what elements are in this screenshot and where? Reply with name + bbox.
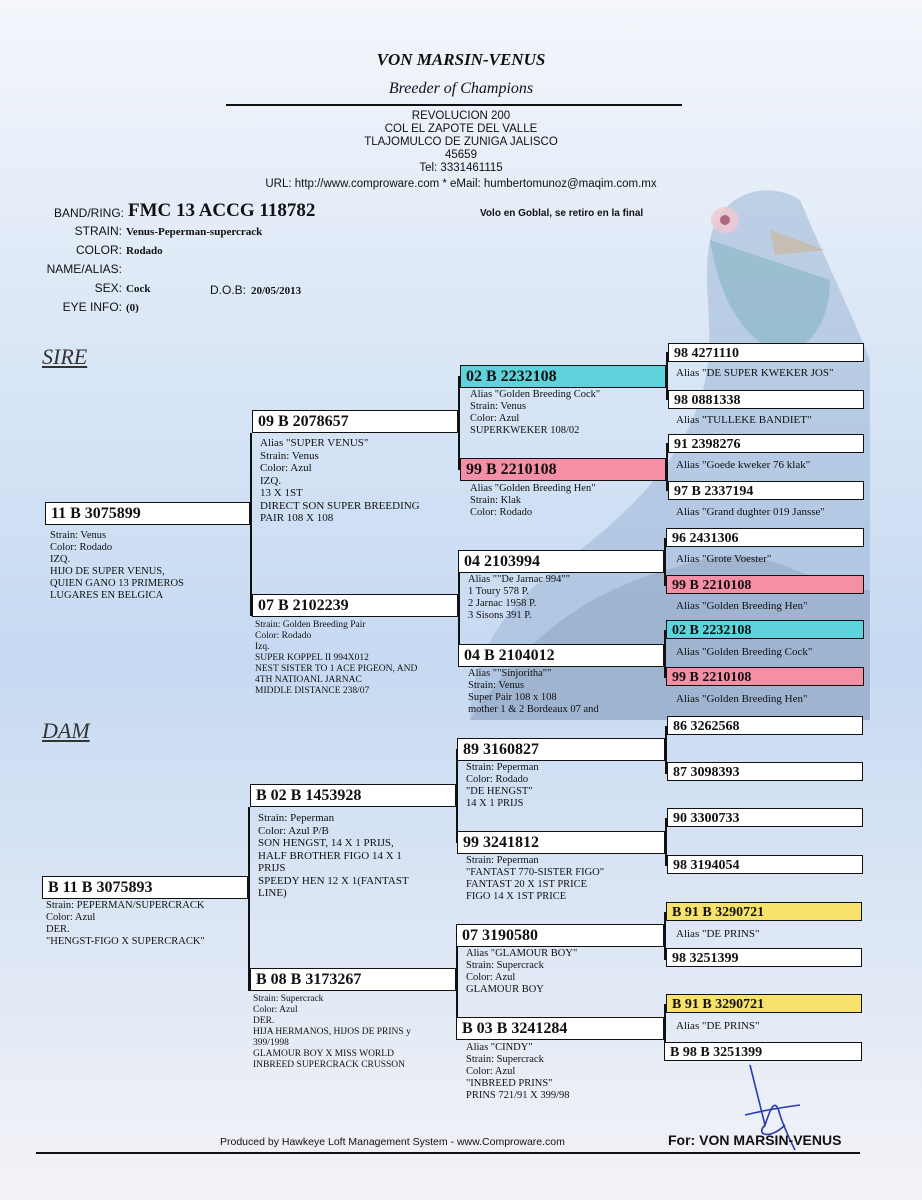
g4-alias: Alias "DE PRINS" [676, 928, 760, 940]
color-label: COLOR: [75, 243, 122, 257]
g2-box: B 02 B 1453928 [250, 784, 456, 807]
contact-line: URL: http://www.comproware.com * eMail: humbertomunoz@maqim.com.mx [265, 178, 657, 190]
sire-notes: Strain: Venus Color: Rodado IZQ. HIJO DE SUPER VENUS, QUIEN GANO 13 PRIMEROS LUGARES EN BELGICA [50, 530, 184, 601]
g4-alias: Alias "Grand dughter 019 Jansse" [676, 506, 825, 518]
g4-alias: Alias "DE SUPER KWEKER JOS" [676, 367, 834, 379]
dam-band-box: B 11 B 3075893 [42, 876, 248, 899]
g4-alias: Alias "Grote Voester" [676, 553, 772, 565]
g4-box: 98 3251399 [666, 948, 862, 967]
address-line: COL EL ZAPOTE DEL VALLE [384, 123, 538, 135]
g3-notes: Strain: Peperman "FANTAST 770-SISTER FIGO" FANTAST 20 X 1ST PRICE FIGO 14 X 1ST PRICE [466, 855, 605, 902]
g2-box: B 08 B 3173267 [250, 968, 456, 991]
dob-value: 20/05/2013 [251, 285, 302, 297]
dam-label: DAM [42, 718, 90, 743]
g3-box: 04 2103994 [458, 550, 664, 573]
band-number: FMC 13 ACCG 118782 [128, 200, 316, 221]
address-line: REVOLUCION 200 [411, 110, 511, 122]
g2-notes: Strain: Golden Breeding Pair Color: Rodado Izq. SUPER KOPPEL II 994X012 NEST SISTER TO 1 ACE PIGEON, AND 4TH NATIOANL JARNAC MIDDLE DISTANCE 238/07 [255, 620, 418, 696]
eye-info-label: EYE INFO: [62, 300, 122, 314]
g4-box: 97 B 2337194 [668, 481, 864, 500]
sex-value: Cock [126, 283, 151, 295]
g4-alias: Alias "DE PRINS" [676, 1020, 760, 1032]
g4-alias: Alias "TULLEKE BANDIET" [676, 414, 812, 426]
g4-box: B 91 B 3290721 [666, 902, 862, 921]
g3-box: 07 3190580 [456, 924, 664, 947]
sire-label: SIRE [42, 344, 88, 369]
dam-connector [248, 807, 250, 991]
g3-notes: Alias "GLAMOUR BOY" Strain: Supercrack Color: Azul GLAMOUR BOY [466, 948, 578, 995]
g3-notes: Alias "Golden Breeding Hen" Strain: Klak Color: Rodado [470, 483, 596, 518]
g3-box: B 03 B 3241284 [456, 1017, 664, 1040]
dam-notes: Strain: PEPERMAN/SUPERCRACK Color: Azul DER. "HENGST-FIGO X SUPERCRACK" [46, 900, 205, 947]
g2-connector [458, 376, 460, 470]
sex-label: SEX: [94, 281, 122, 295]
g4-alias: Alias "Golden Breeding Cock" [676, 646, 813, 658]
sire-band-box: 11 B 3075899 [45, 502, 250, 525]
name-alias-label: NAME/ALIAS: [46, 262, 122, 276]
g4-box: 96 2431306 [666, 528, 864, 547]
strain-label: STRAIN: [74, 224, 122, 238]
color-value: Rodado [126, 245, 163, 257]
g2-connector [458, 560, 460, 654]
g4-box: 02 B 2232108 [666, 620, 864, 639]
band-label: BAND/RING: [53, 206, 124, 220]
address-line: Tel: 3331461115 [419, 162, 503, 174]
g4-alias: Alias "Goede kweker 76 klak" [676, 459, 811, 471]
g3-notes: Alias ""De Jarnac 994"" 1 Toury 578 P. 2 Jarnac 1958 P. 3 Sisons 391 P. [468, 574, 570, 621]
dob-label: D.O.B: [210, 283, 247, 297]
eye-info-value: (0) [126, 302, 139, 314]
g3-box: 99 3241812 [457, 831, 665, 854]
g2-notes: Strain: Supercrack Color: Azul DER. HIJA HERMANOS, HIJOS DE PRINS y 399/1998 GLAMOUR BOY X MISS WORLD INBREED SUPERCRACK CRUSSON [253, 994, 411, 1070]
breeder-title: VON MARSIN-VENUS [376, 50, 546, 69]
g3-box: 04 B 2104012 [458, 644, 664, 667]
address-block [0, 110, 922, 175]
g4-box: 87 3098393 [667, 762, 863, 781]
g4-alias: Alias "Golden Breeding Hen" [676, 600, 808, 612]
g4-box: 91 2398276 [668, 434, 864, 453]
g3-box: 02 B 2232108 [460, 365, 666, 388]
g2-box: 09 B 2078657 [252, 410, 458, 433]
bird-note: Volo en Goblal, se retiro en la final [480, 208, 644, 219]
g4-box: 99 B 2210108 [666, 575, 864, 594]
g3-notes: Alias "Golden Breeding Cock" Strain: Venus Color: Azul SUPERKWEKER 108/02 [470, 389, 601, 436]
g3-notes: Alias ""Sinjoritha"" Strain: Venus Super Pair 108 x 108 mother 1 & 2 Bordeaux 07 and [468, 668, 599, 715]
header-rule [226, 104, 682, 106]
g3-notes: Alias "CINDY" Strain: Supercrack Color: Azul "INBREED PRINS" PRINS 721/91 X 399/98 [466, 1042, 570, 1101]
breeder-subtitle: Breeder of Champions [388, 80, 534, 97]
g4-alias: Alias "Golden Breeding Hen" [676, 693, 808, 705]
g3-box: 89 3160827 [457, 738, 665, 761]
g4-box: B 98 B 3251399 [664, 1042, 862, 1061]
strain-value: Venus-Peperman-supercrack [126, 226, 263, 238]
g2-notes: Alias "SUPER VENUS" Strain: Venus Color: Azul IZQ. 13 X 1ST DIRECT SON SUPER BREEDING PAIR 108 X 108 [260, 437, 420, 524]
g4-box: 98 4271110 [668, 343, 864, 362]
g2-connector [456, 935, 458, 1029]
g3-box: 99 B 2210108 [460, 458, 666, 481]
g3-notes: Strain: Peperman Color: Rodado "DE HENGST" 14 X 1 PRIJS [466, 762, 539, 809]
g2-notes: Strain: Peperman Color: Azul P/B SON HENGST, 14 X 1 PRIJS, HALF BROTHER FIGO 14 X 1 PRIJS SPEEDY HEN 12 X 1(FANTAST LINE) [258, 812, 409, 899]
g2-box: 07 B 2102239 [252, 594, 458, 617]
g4-box: B 91 B 3290721 [666, 994, 862, 1013]
address-line: TLAJOMULCO DE ZUNIGA JALISCO [364, 136, 558, 148]
g4-box: 86 3262568 [667, 716, 863, 735]
g2-connector [456, 749, 458, 843]
g4-box: 99 B 2210108 [666, 667, 864, 686]
footer-rule [36, 1152, 860, 1154]
g4-box: 98 3194054 [667, 855, 863, 874]
footer-produced-by: Produced by Hawkeye Loft Management System - www.Comproware.com [220, 1136, 565, 1148]
g4-box: 98 0881338 [668, 390, 864, 409]
g4-box: 90 3300733 [667, 808, 863, 827]
address-line: 45659 [445, 149, 477, 161]
sire-connector [250, 433, 252, 616]
footer-for: For: VON MARSIN-VENUS [668, 1132, 842, 1148]
